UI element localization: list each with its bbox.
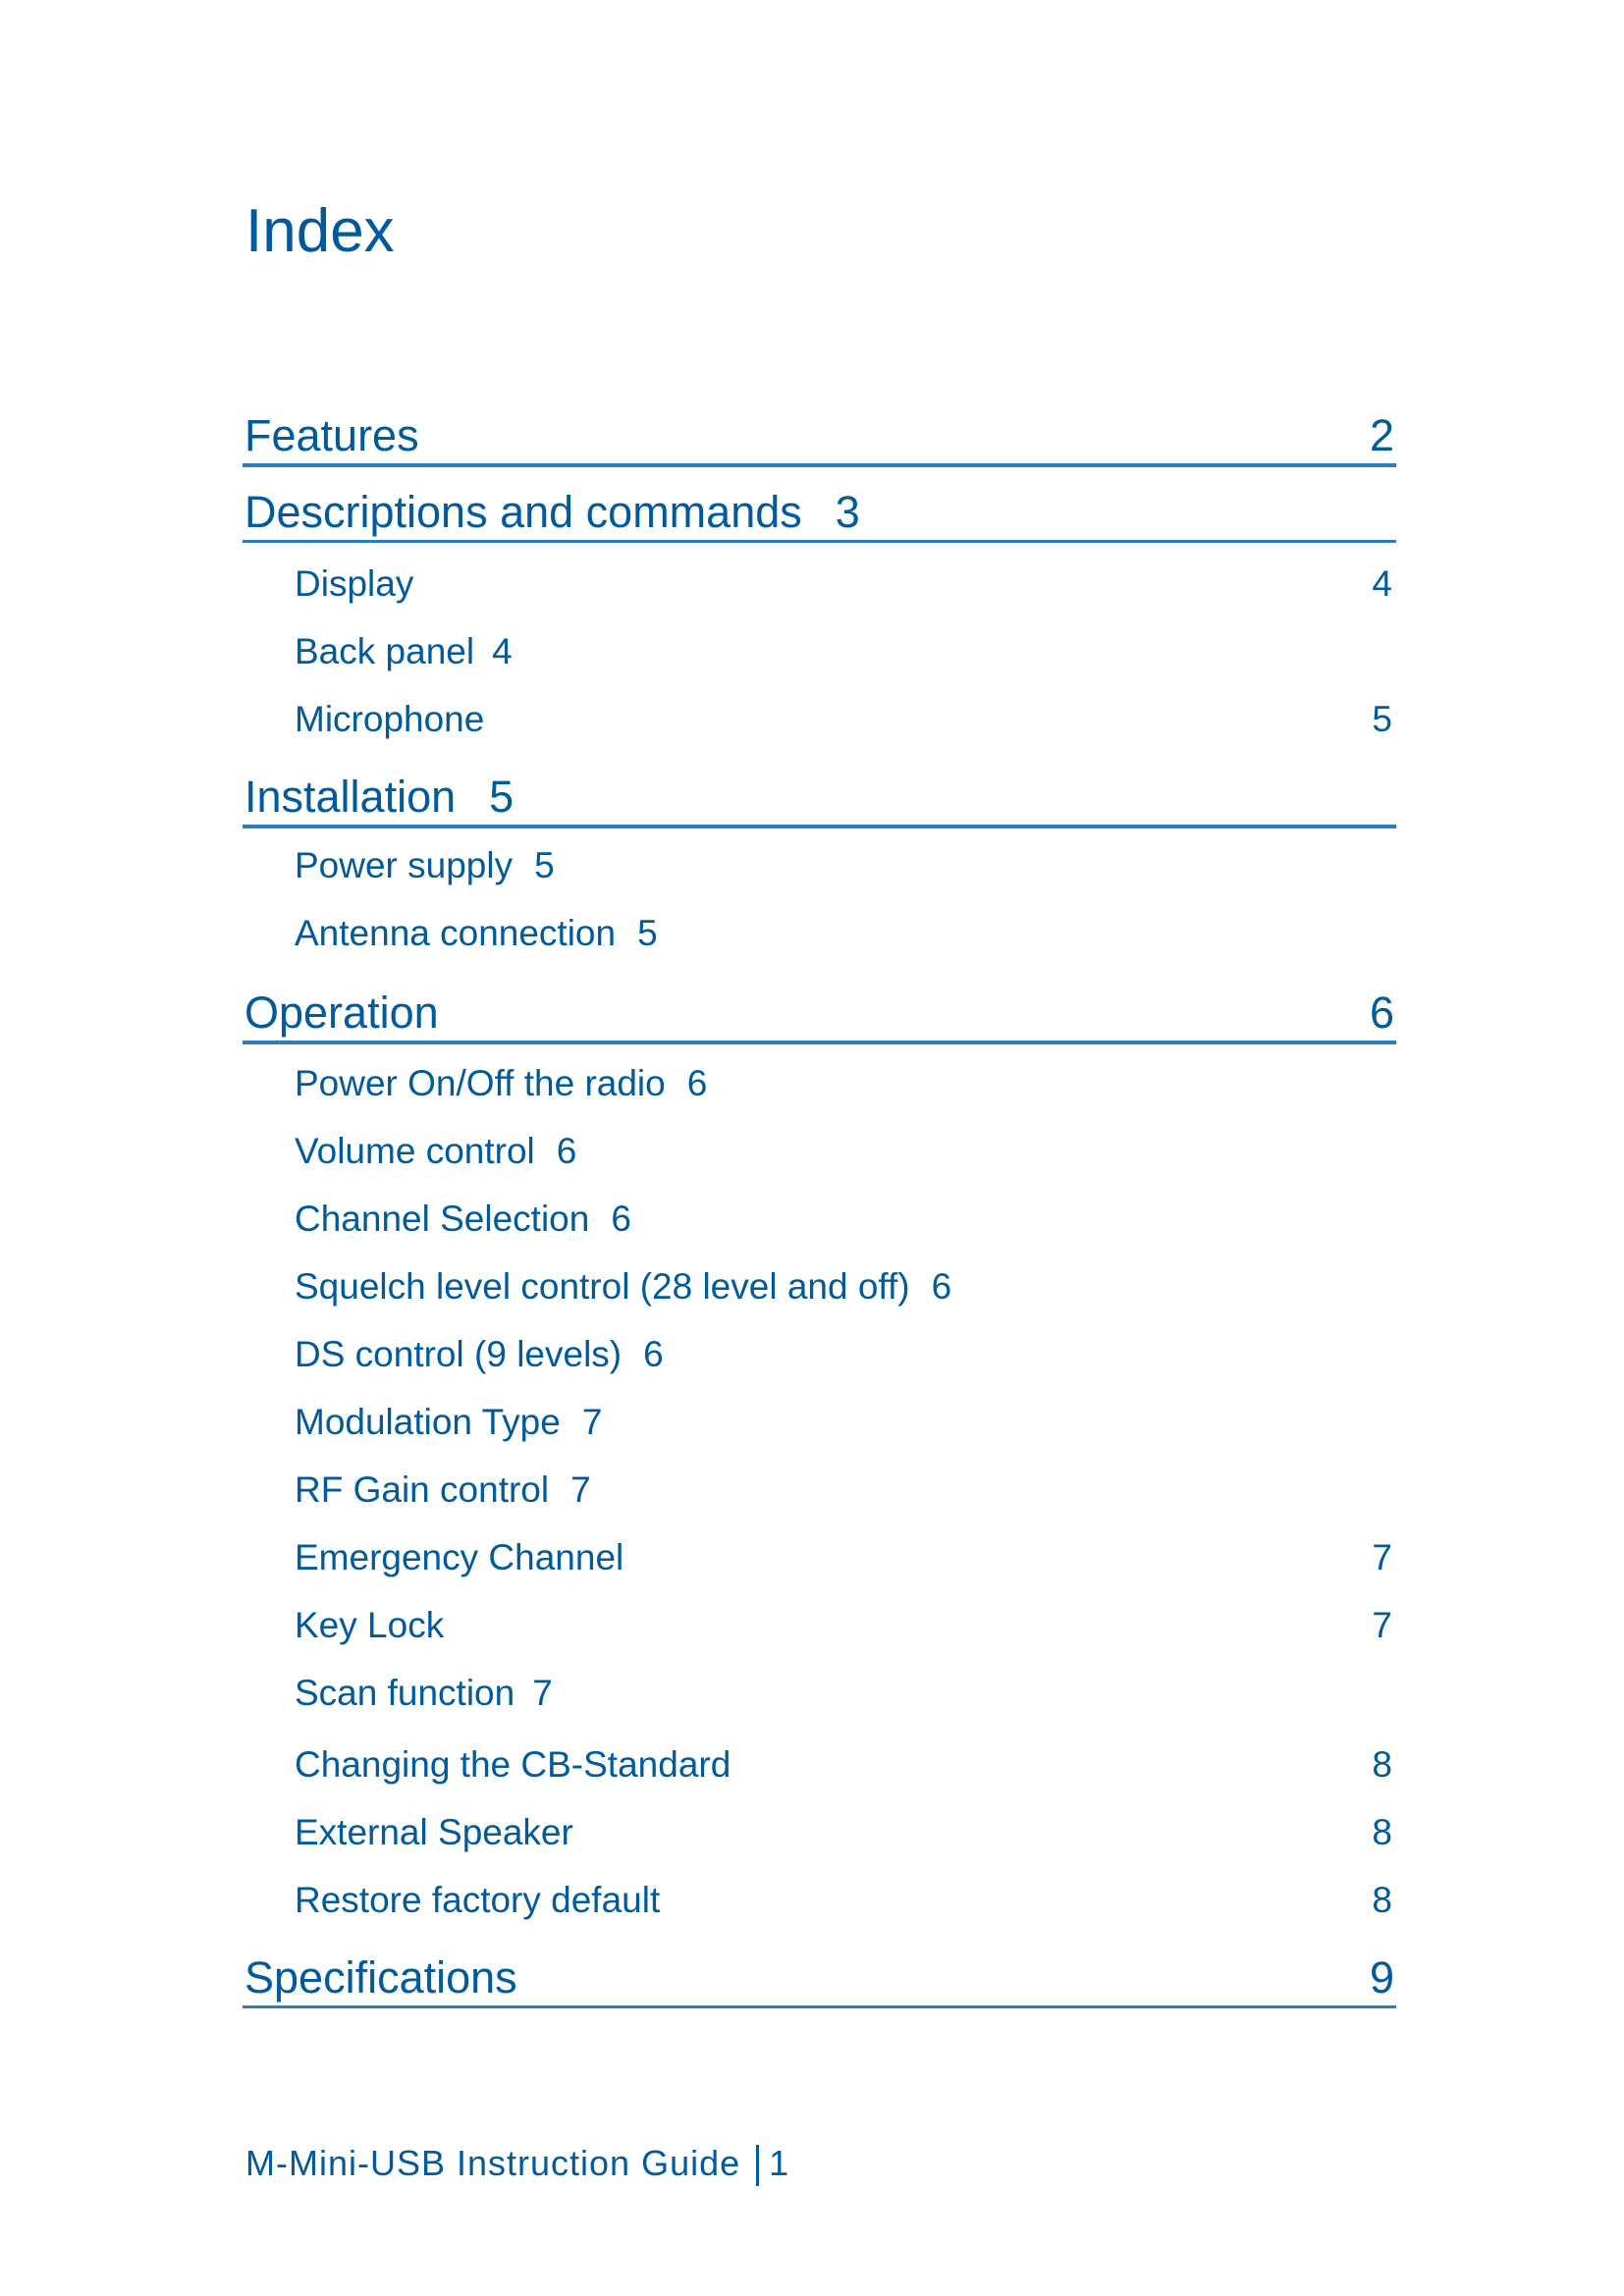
toc-entry-label: Changing the CB-Standard (295, 1744, 731, 1785)
toc-page-number: 5 (1372, 699, 1392, 739)
toc-entry-label: Antenna connection 5 (295, 913, 658, 953)
toc-section-label: Operation (244, 988, 439, 1038)
toc-entry-squelch-control[interactable] (295, 1265, 1396, 1308)
toc-entry-power-supply[interactable] (295, 844, 1396, 887)
toc-page-number: 6 (686, 1063, 708, 1103)
toc-entry-label: Volume control 6 (295, 1131, 577, 1171)
toc-entry-volume-control[interactable] (295, 1130, 1396, 1173)
toc-entry-back-panel[interactable] (295, 630, 1396, 673)
toc-page-number: 5 (534, 845, 555, 885)
toc-entry-channel-selection[interactable] (295, 1198, 1396, 1241)
toc-page-number: 2 (1369, 410, 1394, 460)
toc-entry-label: Power supply 5 (295, 845, 555, 885)
toc-entry-display[interactable] (295, 562, 1396, 606)
toc-page-number: 6 (643, 1334, 664, 1374)
toc-entry-cb-standard[interactable] (295, 1743, 1396, 1787)
toc-entry-key-lock[interactable] (295, 1604, 1396, 1647)
toc-entry-label: Key Lock (295, 1605, 445, 1645)
toc-entry-emergency-channel[interactable] (295, 1536, 1396, 1579)
toc-entry-power-onoff[interactable] (295, 1062, 1396, 1105)
toc-section-operation[interactable] (243, 982, 1396, 1044)
toc-section-installation[interactable] (243, 766, 1396, 828)
toc-page-number: 4 (1372, 563, 1392, 604)
toc-section-descriptions[interactable] (243, 481, 1396, 543)
toc-page-number: 4 (492, 631, 513, 671)
toc-section-specifications[interactable] (243, 1947, 1396, 2008)
footer-page-number: 1 (769, 2143, 790, 2183)
toc-page-number: 5 (489, 772, 514, 822)
toc-entry-label: Power On/Off the radio 6 (295, 1063, 708, 1103)
toc-entry-factory-default[interactable] (295, 1879, 1396, 1922)
toc-section-label: Specifications (244, 1952, 517, 2002)
toc-entry-label: Restore factory default (295, 1880, 661, 1920)
toc-entry-scan-function[interactable] (295, 1672, 1396, 1715)
toc-entry-label: Modulation Type 7 (295, 1402, 603, 1442)
toc-entry-label: Emergency Channel (295, 1537, 624, 1577)
toc-entry-label: Channel Selection 6 (295, 1199, 631, 1239)
toc-page-number: 8 (1372, 1744, 1392, 1785)
toc-section-label: Features (244, 410, 419, 460)
toc-page-number: 7 (1372, 1537, 1392, 1577)
toc-page-number: 7 (1372, 1605, 1392, 1645)
toc-entry-ds-control[interactable] (295, 1333, 1396, 1376)
toc-section-label: Descriptions and commands 3 (244, 487, 860, 537)
toc-entry-rf-gain[interactable] (295, 1468, 1396, 1512)
toc-entry-microphone[interactable] (295, 698, 1396, 741)
toc-page-number: 6 (931, 1266, 952, 1307)
toc-page-number: 8 (1372, 1880, 1392, 1920)
toc-page-number: 9 (1369, 1952, 1394, 2002)
toc-page-number: 6 (556, 1131, 577, 1171)
footer-divider (756, 2145, 759, 2186)
toc-entry-modulation-type[interactable] (295, 1401, 1396, 1444)
toc-page-number: 7 (581, 1402, 603, 1442)
toc-page-number: 8 (1372, 1812, 1392, 1852)
toc-entry-label: RF Gain control 7 (295, 1469, 591, 1510)
toc-entry-label: External Speaker (295, 1812, 573, 1852)
toc-page-number: 6 (1369, 988, 1394, 1038)
page-title: Index (245, 197, 395, 265)
toc-section-label: Installation 5 (244, 772, 514, 822)
toc-entry-antenna-connection[interactable] (295, 912, 1396, 955)
toc-entry-label: Scan function 7 (295, 1673, 553, 1713)
toc-section-features[interactable] (243, 404, 1396, 467)
toc-entry-external-speaker[interactable] (295, 1811, 1396, 1854)
toc-page-number: 7 (570, 1469, 591, 1510)
toc-entry-label: Microphone (295, 699, 485, 739)
toc-entry-label: DS control (9 levels) 6 (295, 1334, 664, 1374)
page-footer (245, 2140, 789, 2187)
toc-page-number: 5 (637, 913, 658, 953)
footer-title: M-Mini-USB Instruction Guide (245, 2143, 741, 2183)
toc-page-number: 7 (532, 1673, 553, 1713)
toc-entry-label: Display (295, 563, 414, 604)
toc-entry-label: Squelch level control (28 level and off) 6 (295, 1266, 952, 1307)
toc-page-number: 6 (611, 1199, 631, 1239)
toc-page-number: 3 (835, 487, 860, 537)
toc-entry-label: Back panel 4 (295, 631, 513, 671)
